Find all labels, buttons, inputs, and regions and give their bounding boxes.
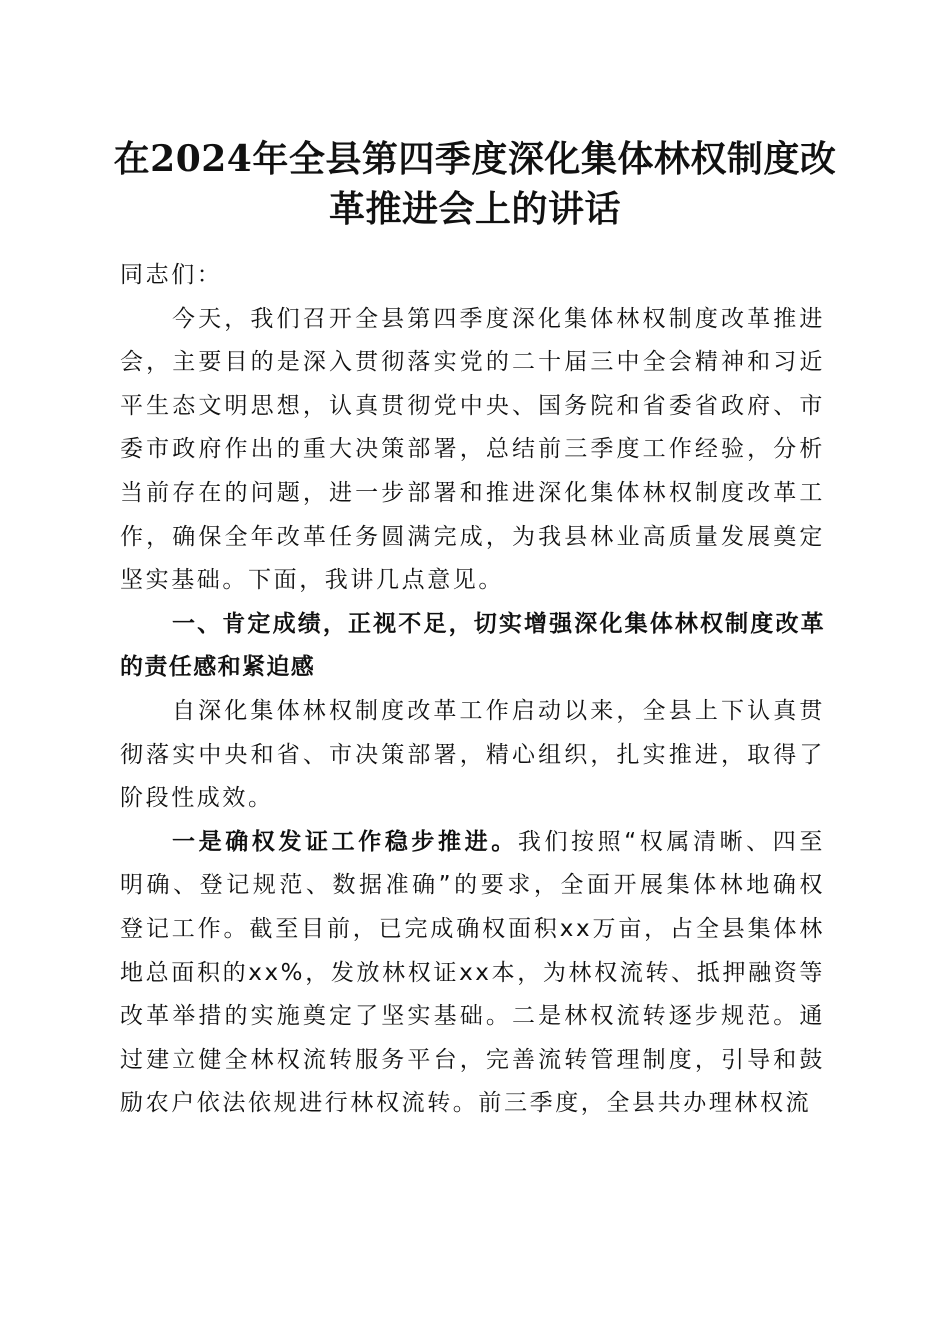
intro-paragraph: 今天，我们召开全县第四季度深化集体林权制度改革推进会，主要目的是深入贯彻落实党的二十届三中全会精神和习近平生态文明思想，认真贯彻党中央、国务院和省委省政府、市委市政府作出的重大决策部署，总结前三季度工作经验，分析当前存在的问题，进一步部署和推进深化集体林权制度改革工作，确保全年改革任务圆满完成，为我县林业高质量发展奠定坚实基础。下面，我讲几点意见。 bbox=[120, 305, 825, 594]
section-1-paragraph-2-body: 我们按照“权属清晰、四至明确、登记规范、数据准确”的要求，全面开展集体林地确权登记工作。截至目前，已完成确权面积xx万亩，占全县集体林地总面积的xx%，发放林权证xx本，为林权流转、抵押融资等改革举措的实施奠定了坚实基础。二是林权流转逐步规范。通过建立健全林权流转服务平台，完善流转管理制度，引导和鼓励农户依法依规进行林权流转。前三季度，全县共办理林权流 bbox=[120, 828, 825, 1117]
salutation: 同志们： bbox=[120, 262, 223, 288]
section-1-heading: 一、肯定成绩，正视不足，切实增强深化集体林权制度改革的责任感和紧迫感 bbox=[120, 610, 825, 681]
section-1-paragraph-2-lead: 一是确权发证工作稳步推进。 bbox=[172, 828, 518, 855]
document-body bbox=[120, 254, 825, 1126]
section-1-paragraph-1: 自深化集体林权制度改革工作启动以来，全县上下认真贯彻落实中央和省、市决策部署，精心组织，扎实推进，取得了阶段性成效。 bbox=[120, 697, 825, 812]
document-title bbox=[100, 134, 850, 234]
title-line-1: 在2024年全县第四季度深化集体林权制度改 bbox=[113, 138, 837, 180]
section-1-paragraph-2 bbox=[120, 821, 825, 1126]
title-line-2: 革推进会上的讲话 bbox=[328, 188, 621, 230]
